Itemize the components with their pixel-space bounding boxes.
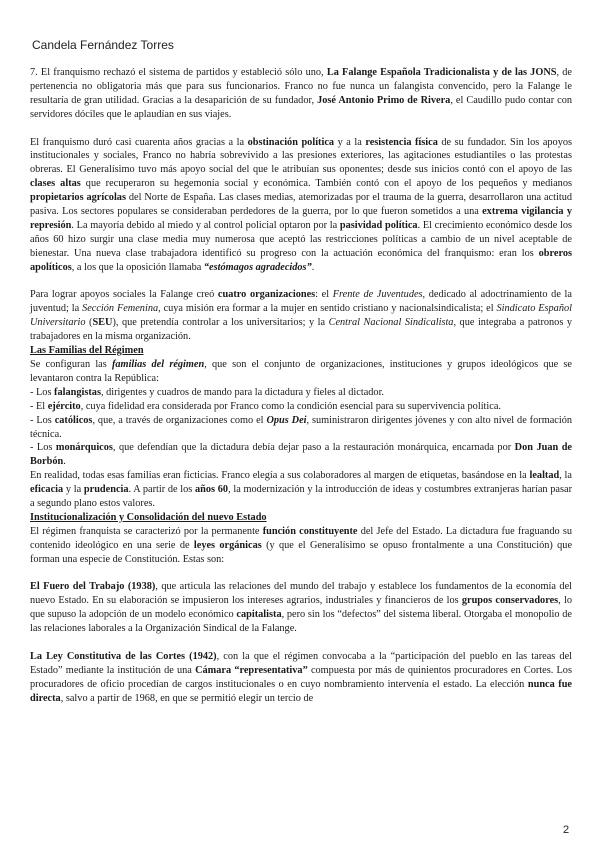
text-run: , el Caudillo pudo contar con servidores dóciles que le aplaudían en sus viajes. [30, 94, 573, 120]
emphasis-text: propietarios agrícolas [30, 192, 126, 204]
emphasis-text: años 60 [195, 484, 229, 496]
emphasis-text: monárquicos [55, 442, 113, 454]
emphasis-text: clases altas [30, 178, 81, 190]
emphasis-text: Cámara “representativa” [195, 664, 308, 676]
emphasis-text: falangistas [54, 386, 101, 398]
emphasis-text: Don Juan de Borbón [30, 442, 573, 468]
emphasis-text: “estómagos agradecidos” [203, 261, 312, 273]
paragraph [30, 400, 572, 414]
text-run: . El crecimiento económico desde los años 60 hizo surgir una clase media muy numerosa que aceptó las restricciones políticas a cambio de un nivel aceptable de bienestar. Una nueva clase trabajadora identificó su progreso con la actuación económica del franquismo: eran los [30, 219, 572, 259]
text-run: , que integraba a patronos y trabajadores en la misma organización. [30, 317, 572, 343]
paragraph [30, 650, 572, 706]
emphasis-text: La Ley Constitutiva de las Cortes (1942) [30, 651, 217, 662]
text-run: del Jefe del Estado. La dictadura fue fraguando su contenido ideológico en una serie de [30, 525, 573, 551]
text-run: , cuya fidelidad era considerada por Franco como la condición esencial para su supervivencia política. [80, 400, 501, 412]
emphasis-text: ejército [47, 400, 81, 412]
emphasis-text: pasividad política [339, 219, 418, 231]
paragraph [30, 469, 572, 511]
paragraph [30, 441, 572, 469]
emphasis-text: obstinación política [247, 136, 335, 148]
emphasis-text: prudencia [83, 484, 129, 496]
emphasis-text: El Fuero del Trabajo (1938) [30, 581, 156, 593]
emphasis-text: nunca fue directa [30, 678, 573, 704]
emphasis-text: resistencia física [365, 136, 438, 148]
text-run: , lo que supuso la adopción de un modelo económico [30, 595, 573, 621]
text-run: : el [315, 289, 333, 301]
paragraph [30, 358, 572, 386]
text-run: . A partir de los [128, 484, 196, 496]
text-run: , la [559, 470, 572, 482]
section-heading: Las Familias del Régimen [30, 345, 144, 357]
emphasis-text: José Antonio Primo de Rivera [317, 94, 451, 106]
text-run: El franquismo duró casi cuarenta años gracias a la [30, 136, 248, 148]
text-run: , dedicado al adoctrinamiento de la juventud; la [30, 289, 572, 315]
emphasis-text: lealtad [529, 470, 560, 482]
text-run: Se configuran las [30, 359, 112, 370]
emphasis-text: Sección Femenina [82, 303, 159, 315]
text-run: , con la que el régimen convocaba a la “participación del pueblo en las tareas del Estado” mediante la institución de una [30, 651, 573, 676]
emphasis-text: grupos conservadores [461, 595, 559, 607]
text-run: . [63, 456, 66, 468]
section-heading: Institucionalización y Consolidación del nuevo Estado [30, 511, 267, 523]
emphasis-text: eficacia [30, 484, 64, 496]
emphasis-text: SEU [92, 317, 113, 329]
text-run: - Los [30, 386, 55, 398]
text-run: que recuperaron su hegemonía social y económica. También contó con el apoyo de los pequeños y medianos [80, 178, 572, 190]
paragraph [30, 580, 572, 636]
paragraph [30, 136, 572, 275]
emphasis-text: familias del régimen [111, 359, 205, 370]
text-run: - Los [30, 414, 55, 426]
emphasis-text: obreros apolíticos [30, 247, 572, 273]
emphasis-text: capitalista [236, 609, 282, 621]
text-run: y a la [334, 136, 366, 148]
text-run: , salvo a partir de 1968, en que se permitió elegir un tercio de [60, 692, 314, 704]
text-run: El régimen franquista se caracterizó por la permanente [30, 525, 263, 537]
text-run: , que articula las relaciones del mundo del trabajo y establece los fundamentos de la economía del nuevo Estado. En su elaboración se impusieron los intereses agrarios, industriales y financieros de los [30, 581, 572, 607]
text-run: ( [85, 317, 93, 329]
emphasis-text: extrema vigilancia y represión [30, 206, 572, 231]
paragraph [30, 66, 572, 122]
text-run: , que defendían que la dictadura debía dejar paso a la restauración monárquica, encarnada por [112, 442, 515, 454]
emphasis-text: cuatro organizaciones [217, 289, 316, 301]
text-run: , que, a través de organizaciones como el [92, 414, 267, 426]
author-header: Candela Fernández Torres [32, 38, 174, 52]
text-run: , cuya misión era formar a la mujer en sentido cristiano y nacionalsindicalista; el [158, 303, 497, 315]
emphasis-text: función constituyente [262, 525, 358, 537]
text-run: del Norte de España. Las clases medias, atemorizadas por el trauma de la guerra, desarrollaron una actitud pasiva. Los sectores populares se consideraban perdedores de la guerra, por lo que fueron sometidos a una [30, 192, 573, 218]
text-run: . [311, 261, 315, 273]
text-run: , a los que la oposición llamaba [71, 261, 204, 273]
text-run: , pero sin los “defectos” del sistema liberal. Otorgaba el monopolio de las relaciones laborales a la Organización Sindical de la Falange. [30, 609, 572, 635]
text-run: de su fundador. Sin los apoyos institucionales y sociales, Franco no habría sobrevivido a las presiones exteriores, las agitaciones estudiantiles o las protestas obreras. El Generalísimo tuvo más apoyo social del que le atribuían sus oponentes; desde sus inicios contó con el apoyo de las [30, 136, 573, 176]
text-run: Para lograr apoyos sociales la Falange creó [30, 289, 218, 301]
emphasis-text: leyes orgánicas [193, 539, 262, 551]
text-run: 7. El franquismo rechazó el sistema de partidos y estableció sólo uno, [30, 67, 327, 78]
emphasis-text: La Falange Española Tradicionalista y de las JONS [326, 67, 557, 78]
paragraph [30, 288, 572, 344]
text-run: , de pertenencia no obligatoria más que para sus funcionarios. Franco no fue nunca un falangista convencido, pero la Falange le resultaría de gran utilidad. Gracias a la desaparición de su fundador, [30, 67, 572, 106]
emphasis-text: católicos [54, 414, 93, 426]
text-run: En realidad, todas esas familias eran ficticias. Franco elegía a sus colaboradores al margen de etiquetas, basándose en la [30, 470, 530, 482]
emphasis-text: Central Nacional Sindicalista [328, 317, 454, 329]
text-run: . La mayoría debido al miedo y al control policial optaron por la [71, 219, 340, 231]
text-run: - El [30, 400, 48, 412]
text-run: , dirigentes y cuadros de mando para la dictadura y fieles al dictador. [100, 386, 385, 398]
text-run: , suministraron dirigentes jóvenes y con alto nivel de formación técnica. [30, 414, 572, 440]
page-number: 2 [563, 824, 570, 836]
paragraph [30, 525, 572, 567]
document-body [30, 66, 572, 706]
text-run: , que son el conjunto de organizaciones, instituciones y grupos ideológicos que se levantaron contra la República: [30, 359, 573, 384]
text-run: - Los [30, 442, 56, 454]
text-run: compuesta por más de quinientos procuradores en Cortes. Los procuradores de oficio procedían de cargos institucionales o en cuyo nombramiento intervenía el estado. La elección [30, 664, 572, 690]
text-run: ), que pretendía controlar a los universitarios; y la [112, 317, 329, 329]
emphasis-text: Frente de Juventudes [332, 289, 423, 301]
paragraph [30, 386, 572, 400]
emphasis-text: Opus Dei [266, 414, 307, 426]
paragraph [30, 414, 572, 442]
text-run: y la [63, 484, 84, 496]
emphasis-text: Sindicato Español Universitario [30, 303, 572, 329]
text-run: (y que el Generalísimo se opuso frontalmente a una Constitución) que forman una especie de Constitución. Estas son: [30, 539, 573, 565]
text-run: , la modernización y la introducción de ideas y costumbres extranjeras harían pasar a segundo plano estos valores. [30, 484, 572, 510]
